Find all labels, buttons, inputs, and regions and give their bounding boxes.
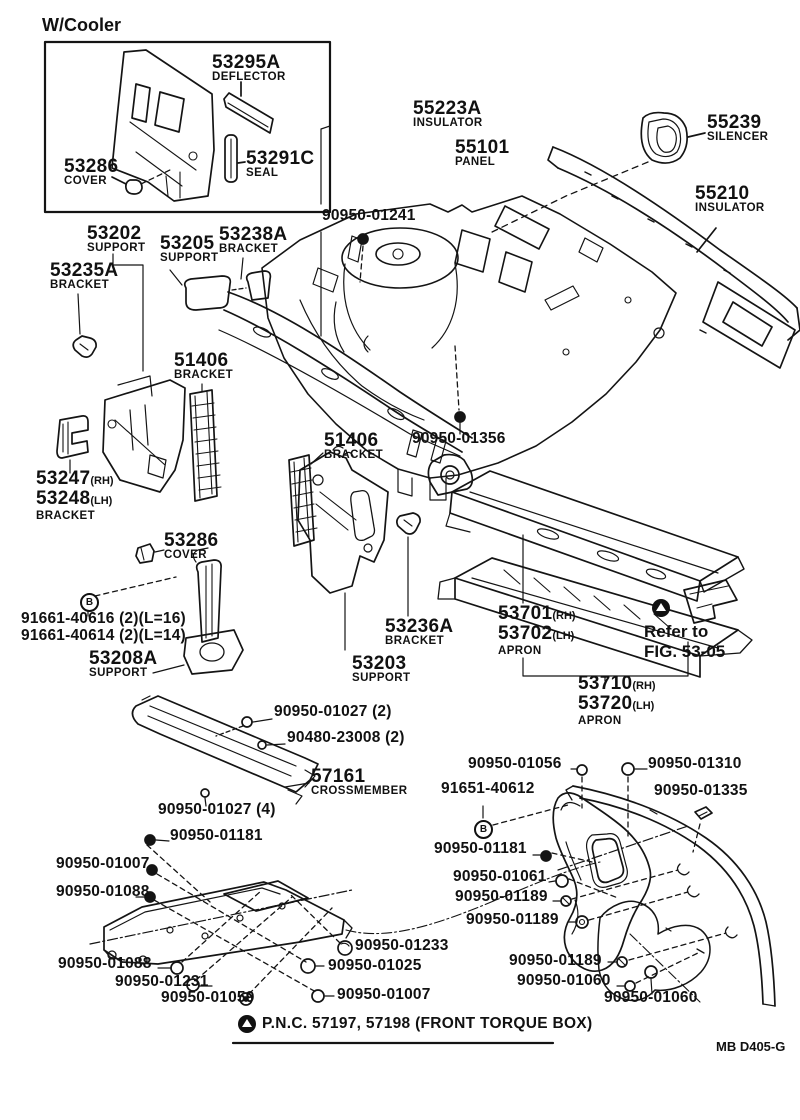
support-53203-drawing: [298, 446, 388, 650]
label-deflector: 53295A DEFLECTOR: [212, 52, 286, 83]
label-support-53203: 53203 SUPPORT: [352, 653, 411, 684]
bracket-53236a-drawing: [397, 513, 420, 616]
label-support-53208a: 53208A SUPPORT: [89, 648, 158, 679]
label-cover-inset: 53286 COVER: [64, 156, 119, 187]
label-panel: 55101 PANEL: [455, 137, 510, 168]
inset-title: W/Cooler: [42, 15, 121, 35]
label-insulator-front: 55223A INSULATOR: [413, 98, 483, 129]
triangle-marker-icon: [652, 599, 670, 617]
label-bolt-01027-2: 90950-01027 (2): [274, 703, 392, 720]
label-apron-front: 53701(RH) 53702(LH) APRON: [498, 603, 576, 657]
apron-53701-drawing: [428, 455, 744, 603]
label-bolt-91661-16: 91661-40616 (2)(L=16): [21, 610, 186, 627]
label-bracket-53235a: 53235A BRACKET: [50, 260, 119, 291]
label-apron-rear: 53710(RH) 53720(LH) APRON: [578, 673, 656, 727]
label-refer-note: Refer to FIG. 53-05: [644, 622, 726, 661]
label-crossmember: 57161 CROSSMEMBER: [311, 766, 408, 797]
insulator-55210-drawing: [548, 147, 800, 368]
label-bolt-01356: 90950-01356: [412, 430, 506, 447]
label-bolt-01181-b: 90950-01181: [434, 840, 527, 857]
bolt-marker-b-right: B: [474, 820, 493, 839]
label-bolt-01007-a: 90950-01007: [56, 855, 150, 872]
label-bolt-23008: 90480-23008 (2): [287, 729, 405, 746]
bolt-marker-b-left: B: [80, 593, 99, 612]
label-bolt-91661-14: 91661-40614 (2)(L=14): [21, 627, 186, 644]
label-support-53205: 53205 SUPPORT: [160, 233, 219, 264]
refer-part-drawing: [684, 580, 737, 623]
label-bracket-53236a: 53236A BRACKET: [385, 616, 454, 647]
label-bolt-01233: 90950-01233: [355, 937, 449, 954]
label-bolt-01007-b: 90950-01007: [337, 986, 431, 1003]
inset-leader-line: [321, 126, 330, 336]
support-53202-drawing: [103, 376, 185, 492]
pnc-note: P.N.C. 57197, 57198 (FRONT TORQUE BOX): [262, 1015, 593, 1032]
support-rail-drawing: [113, 254, 472, 456]
cover-53286-mid-drawing: [136, 544, 164, 563]
label-bracket-51406-mid: 51406 BRACKET: [324, 430, 384, 461]
label-seal: 53291C SEAL: [246, 148, 315, 179]
label-bolt-01335: 90950-01335: [654, 782, 748, 799]
label-bracket-51406-left: 51406 BRACKET: [174, 350, 234, 381]
bracket-53235a-drawing: [73, 294, 96, 357]
label-insulator-rear: 55210 INSULATOR: [695, 183, 765, 214]
label-bolt-01056: 90950-01056: [468, 755, 562, 772]
label-bolt-01060-b: 90950-01060: [604, 989, 698, 1006]
label-bolt-01027-4: 90950-01027 (4): [158, 801, 276, 818]
label-bolt-01059: 90950-01059: [161, 989, 255, 1006]
doc-code: MB D405-G: [716, 1039, 786, 1054]
apron-53710-drawing: [438, 558, 752, 681]
label-bolt-01310: 90950-01310: [648, 755, 742, 772]
bracket-51406-left-drawing: [190, 384, 221, 501]
label-bolt-01088-b: 90950-01088: [58, 955, 152, 972]
bracket-53247-drawing: [57, 416, 88, 473]
label-bolt-01088-a: 90950-01088: [56, 883, 150, 900]
label-bolt-01189-c: 90950-01189: [509, 952, 602, 969]
label-cover-mid: 53286 COVER: [164, 530, 219, 561]
label-bolt-01060-a: 90950-01060: [517, 972, 611, 989]
label-bolt-01061: 90950-01061: [453, 868, 547, 885]
label-bracket-53238a: 53238A BRACKET: [219, 224, 288, 255]
label-bracket-53247: 53247(RH) 53248(LH) BRACKET: [36, 468, 114, 522]
misc-fasteners-drawing: [358, 234, 465, 434]
label-bolt-91651: 91651-40612: [441, 780, 535, 797]
label-bolt-01231: 90950-01231: [115, 973, 209, 990]
label-silencer: 55239 SILENCER: [707, 112, 769, 143]
pnc-triangle-marker-icon: [238, 1015, 256, 1033]
label-support-53202: 53202 SUPPORT: [87, 223, 146, 254]
label-bolt-01241: 90950-01241: [322, 207, 416, 224]
label-bolt-01189-a: 90950-01189: [455, 888, 548, 905]
label-bolt-01181-a: 90950-01181: [170, 827, 263, 844]
label-bolt-01189-b: 90950-01189: [466, 911, 559, 928]
label-bolt-01025: 90950-01025: [328, 957, 422, 974]
